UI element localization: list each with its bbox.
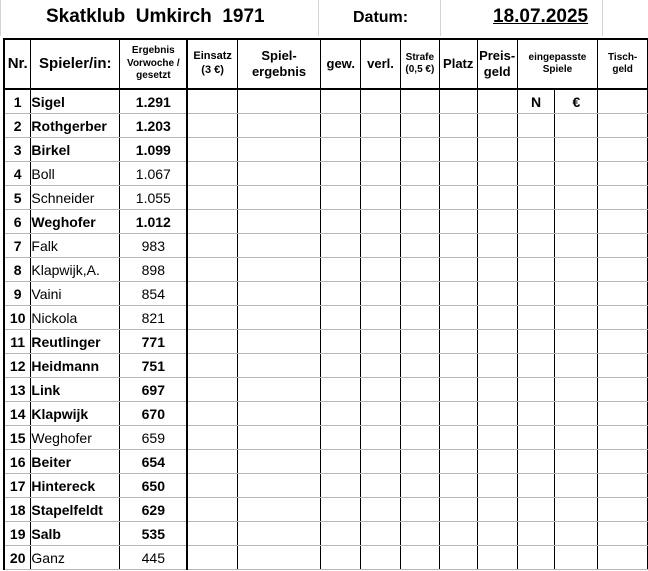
header-row — [4, 39, 648, 89]
row-nr-cell[interactable]: 16 — [4, 450, 31, 474]
tischgeld-cell[interactable] — [598, 234, 648, 258]
spielergebnis-cell[interactable] — [237, 234, 321, 258]
tischgeld-cell[interactable] — [598, 378, 648, 402]
player-name-cell[interactable]: Rothgerber — [31, 114, 120, 138]
table-row — [4, 186, 648, 210]
tischgeld-cell[interactable] — [598, 402, 648, 426]
ergebnis-cell[interactable]: 670 — [120, 402, 188, 426]
col-tischgeld-header[interactable]: Tisch- geld — [598, 39, 648, 89]
row-nr-cell[interactable]: 18 — [4, 498, 31, 522]
strafe-cell[interactable] — [400, 186, 439, 210]
eingepasst-euro-cell[interactable] — [555, 426, 598, 450]
verl-cell[interactable] — [361, 354, 401, 378]
strafe-cell[interactable] — [400, 354, 439, 378]
row-nr-cell[interactable]: 9 — [4, 282, 31, 306]
verl-cell[interactable] — [361, 378, 401, 402]
platz-cell[interactable] — [439, 378, 477, 402]
gew-cell[interactable] — [321, 89, 361, 114]
eingepasst-euro-cell[interactable] — [555, 450, 598, 474]
player-name-cell[interactable]: Link — [31, 378, 120, 402]
verl-cell[interactable] — [361, 522, 401, 546]
row-nr-cell[interactable]: 12 — [4, 354, 31, 378]
spielergebnis-cell[interactable] — [237, 402, 321, 426]
gew-cell[interactable] — [321, 522, 361, 546]
platz-cell[interactable] — [439, 282, 477, 306]
col-ergebnis-header[interactable]: Ergebnis Vorwoche / gesetzt — [120, 39, 188, 89]
eingepasst-n-cell[interactable] — [517, 210, 555, 234]
gew-cell[interactable] — [321, 186, 361, 210]
eingepasst-n-cell[interactable] — [517, 330, 555, 354]
strafe-cell[interactable] — [400, 234, 439, 258]
table-row — [4, 306, 648, 330]
verl-cell[interactable] — [361, 546, 401, 570]
einsatz-cell[interactable] — [187, 354, 237, 378]
platz-cell[interactable] — [439, 426, 477, 450]
col-verl-header[interactable]: verl. — [361, 39, 401, 89]
spielergebnis-cell[interactable] — [237, 282, 321, 306]
preisgeld-cell[interactable] — [477, 402, 517, 426]
col-nr-header[interactable]: Nr. — [4, 39, 31, 89]
gew-cell[interactable] — [321, 258, 361, 282]
title-bar — [0, 0, 648, 36]
player-name-cell[interactable]: Falk — [31, 234, 120, 258]
eingepasst-euro-cell[interactable] — [555, 306, 598, 330]
tischgeld-cell[interactable] — [598, 426, 648, 450]
eingepasst-euro-cell[interactable] — [555, 402, 598, 426]
eingepasst-euro-cell[interactable] — [555, 474, 598, 498]
player-name-cell[interactable]: Klapwijk — [31, 402, 120, 426]
verl-cell[interactable] — [361, 450, 401, 474]
ergebnis-cell[interactable]: 771 — [120, 330, 188, 354]
eingepasst-n-cell[interactable] — [517, 546, 555, 570]
eingepasst-n-cell[interactable] — [517, 474, 555, 498]
ergebnis-cell[interactable]: 854 — [120, 282, 188, 306]
einsatz-cell[interactable] — [187, 186, 237, 210]
eingepasst-euro-cell[interactable] — [555, 114, 598, 138]
eingepasst-n-cell[interactable] — [517, 282, 555, 306]
spielergebnis-cell[interactable] — [237, 210, 321, 234]
player-name-cell[interactable]: Nickola — [31, 306, 120, 330]
strafe-cell[interactable] — [400, 402, 439, 426]
preisgeld-cell[interactable] — [477, 522, 517, 546]
player-name-cell[interactable]: Birkel — [31, 138, 120, 162]
spielergebnis-cell[interactable] — [237, 89, 321, 114]
platz-cell[interactable] — [439, 474, 477, 498]
verl-cell[interactable] — [361, 210, 401, 234]
eingepasst-euro-cell[interactable] — [555, 234, 598, 258]
eingepasst-euro-cell[interactable] — [555, 210, 598, 234]
gew-cell[interactable] — [321, 234, 361, 258]
tischgeld-cell[interactable] — [598, 546, 648, 570]
eingepasst-euro-cell[interactable] — [555, 378, 598, 402]
strafe-cell[interactable] — [400, 282, 439, 306]
eingepasst-n-cell[interactable] — [517, 138, 555, 162]
table-row — [4, 402, 648, 426]
eingepasst-euro-cell[interactable] — [555, 138, 598, 162]
preisgeld-cell[interactable] — [477, 498, 517, 522]
ergebnis-cell[interactable]: 1.099 — [120, 138, 188, 162]
gew-cell[interactable] — [321, 162, 361, 186]
eingepasst-n-cell[interactable] — [517, 450, 555, 474]
col-platz-header[interactable]: Platz — [439, 39, 477, 89]
table-row — [4, 378, 648, 402]
tischgeld-cell[interactable] — [598, 450, 648, 474]
platz-cell[interactable] — [439, 330, 477, 354]
table-row — [4, 162, 648, 186]
preisgeld-cell[interactable] — [477, 258, 517, 282]
platz-cell[interactable] — [439, 354, 477, 378]
eingepasst-euro-cell[interactable] — [555, 258, 598, 282]
table-row — [4, 426, 648, 450]
verl-cell[interactable] — [361, 474, 401, 498]
col-einsatz-header[interactable]: Einsatz (3 €) — [187, 39, 237, 89]
einsatz-cell[interactable] — [187, 426, 237, 450]
einsatz-cell[interactable] — [187, 162, 237, 186]
einsatz-cell[interactable] — [187, 546, 237, 570]
gew-cell[interactable] — [321, 498, 361, 522]
spielergebnis-cell[interactable] — [237, 162, 321, 186]
verl-cell[interactable] — [361, 114, 401, 138]
strafe-cell[interactable] — [400, 89, 439, 114]
eingepasst-euro-cell[interactable] — [555, 498, 598, 522]
eingepasst-n-cell[interactable] — [517, 306, 555, 330]
verl-cell[interactable] — [361, 330, 401, 354]
spielergebnis-cell[interactable] — [237, 474, 321, 498]
eingepasst-n-cell[interactable] — [517, 234, 555, 258]
einsatz-cell[interactable] — [187, 402, 237, 426]
ergebnis-cell[interactable]: 535 — [120, 522, 188, 546]
verl-cell[interactable] — [361, 162, 401, 186]
table-row — [4, 546, 648, 570]
einsatz-cell[interactable] — [187, 498, 237, 522]
col-strafe-header[interactable]: Strafe (0,5 €) — [400, 39, 439, 89]
verl-cell[interactable] — [361, 258, 401, 282]
eingepasst-euro-label[interactable]: € — [555, 89, 598, 114]
strafe-cell[interactable] — [400, 138, 439, 162]
preisgeld-cell[interactable] — [477, 354, 517, 378]
spielergebnis-cell[interactable] — [237, 354, 321, 378]
spielergebnis-cell[interactable] — [237, 306, 321, 330]
spielergebnis-cell[interactable] — [237, 546, 321, 570]
preisgeld-cell[interactable] — [477, 234, 517, 258]
strafe-cell[interactable] — [400, 330, 439, 354]
eingepasst-euro-cell[interactable] — [555, 330, 598, 354]
verl-cell[interactable] — [361, 186, 401, 210]
platz-cell[interactable] — [439, 186, 477, 210]
gew-cell[interactable] — [321, 402, 361, 426]
einsatz-cell[interactable] — [187, 258, 237, 282]
strafe-cell[interactable] — [400, 450, 439, 474]
ergebnis-cell[interactable]: 1.291 — [120, 89, 188, 114]
table-row — [4, 258, 648, 282]
preisgeld-cell[interactable] — [477, 138, 517, 162]
gew-cell[interactable] — [321, 138, 361, 162]
score-table — [3, 38, 648, 570]
spielergebnis-cell[interactable] — [237, 426, 321, 450]
table-row — [4, 522, 648, 546]
datum-value[interactable]: 18.07.2025 — [493, 6, 589, 27]
row-nr-cell[interactable]: 19 — [4, 522, 31, 546]
tischgeld-cell[interactable] — [598, 498, 648, 522]
player-name-cell[interactable]: Hintereck — [31, 474, 120, 498]
ergebnis-cell[interactable]: 445 — [120, 546, 188, 570]
eingepasst-n-cell[interactable] — [517, 402, 555, 426]
preisgeld-cell[interactable] — [477, 474, 517, 498]
table-row — [4, 138, 648, 162]
player-name-cell[interactable]: Weghofer — [31, 426, 120, 450]
row-nr-cell[interactable]: 14 — [4, 402, 31, 426]
strafe-cell[interactable] — [400, 306, 439, 330]
verl-cell[interactable] — [361, 138, 401, 162]
eingepasst-euro-cell[interactable] — [555, 162, 598, 186]
row-nr-cell[interactable]: 10 — [4, 306, 31, 330]
strafe-cell[interactable] — [400, 162, 439, 186]
eingepasst-n-cell[interactable] — [517, 378, 555, 402]
ergebnis-cell[interactable]: 629 — [120, 498, 188, 522]
gew-cell[interactable] — [321, 474, 361, 498]
tischgeld-cell[interactable] — [598, 474, 648, 498]
platz-cell[interactable] — [439, 210, 477, 234]
table-row — [4, 354, 648, 378]
eingepasst-euro-cell[interactable] — [555, 522, 598, 546]
gew-cell[interactable] — [321, 210, 361, 234]
platz-cell[interactable] — [439, 258, 477, 282]
gew-cell[interactable] — [321, 354, 361, 378]
strafe-cell[interactable] — [400, 210, 439, 234]
einsatz-cell[interactable] — [187, 330, 237, 354]
spielergebnis-cell[interactable] — [237, 378, 321, 402]
preisgeld-cell[interactable] — [477, 546, 517, 570]
preisgeld-cell[interactable] — [477, 378, 517, 402]
col-preisgeld-header[interactable]: Preis- geld — [477, 39, 517, 89]
ergebnis-cell[interactable]: 654 — [120, 450, 188, 474]
gew-cell[interactable] — [321, 282, 361, 306]
strafe-cell[interactable] — [400, 258, 439, 282]
gew-cell[interactable] — [321, 426, 361, 450]
eingepasst-n-label[interactable]: N — [517, 89, 555, 114]
row-nr-cell[interactable]: 13 — [4, 378, 31, 402]
preisgeld-cell[interactable] — [477, 162, 517, 186]
ergebnis-cell[interactable]: 697 — [120, 378, 188, 402]
table-row — [4, 474, 648, 498]
tischgeld-cell[interactable] — [598, 114, 648, 138]
table-row — [4, 450, 648, 474]
table-row — [4, 210, 648, 234]
verl-cell[interactable] — [361, 402, 401, 426]
tischgeld-cell[interactable] — [598, 306, 648, 330]
player-name-cell[interactable]: Vaini — [31, 282, 120, 306]
preisgeld-cell[interactable] — [477, 330, 517, 354]
gew-cell[interactable] — [321, 330, 361, 354]
eingepasst-n-cell[interactable] — [517, 354, 555, 378]
platz-cell[interactable] — [439, 402, 477, 426]
preisgeld-cell[interactable] — [477, 282, 517, 306]
verl-cell[interactable] — [361, 234, 401, 258]
tischgeld-cell[interactable] — [598, 522, 648, 546]
verl-cell[interactable] — [361, 498, 401, 522]
table-row — [4, 89, 648, 114]
eingepasst-n-cell[interactable] — [517, 114, 555, 138]
ergebnis-cell[interactable]: 659 — [120, 426, 188, 450]
platz-cell[interactable] — [439, 138, 477, 162]
row-nr-cell[interactable]: 15 — [4, 426, 31, 450]
platz-cell[interactable] — [439, 498, 477, 522]
spielergebnis-cell[interactable] — [237, 114, 321, 138]
preisgeld-cell[interactable] — [477, 186, 517, 210]
preisgeld-cell[interactable] — [477, 306, 517, 330]
gew-cell[interactable] — [321, 450, 361, 474]
platz-cell[interactable] — [439, 522, 477, 546]
row-nr-cell[interactable]: 7 — [4, 234, 31, 258]
spielergebnis-cell[interactable] — [237, 498, 321, 522]
row-nr-cell[interactable]: 1 — [4, 89, 31, 114]
player-name-cell[interactable]: Heidmann — [31, 354, 120, 378]
gew-cell[interactable] — [321, 114, 361, 138]
eingepasst-n-cell[interactable] — [517, 162, 555, 186]
platz-cell[interactable] — [439, 450, 477, 474]
platz-cell[interactable] — [439, 546, 477, 570]
tischgeld-cell[interactable] — [598, 354, 648, 378]
player-name-cell[interactable]: Boll — [31, 162, 120, 186]
preisgeld-cell[interactable] — [477, 114, 517, 138]
einsatz-cell[interactable] — [187, 234, 237, 258]
col-gew-header[interactable]: gew. — [321, 39, 361, 89]
player-name-cell[interactable]: Schneider — [31, 186, 120, 210]
player-name-cell[interactable]: Sigel — [31, 89, 120, 114]
table-row — [4, 282, 648, 306]
eingepasst-n-cell[interactable] — [517, 522, 555, 546]
tischgeld-cell[interactable] — [598, 186, 648, 210]
row-nr-cell[interactable]: 17 — [4, 474, 31, 498]
row-nr-cell[interactable]: 4 — [4, 162, 31, 186]
row-nr-cell[interactable]: 5 — [4, 186, 31, 210]
tischgeld-cell[interactable] — [598, 162, 648, 186]
table-row — [4, 330, 648, 354]
ergebnis-cell[interactable]: 1.067 — [120, 162, 188, 186]
tischgeld-cell[interactable] — [598, 282, 648, 306]
spielergebnis-cell[interactable] — [237, 522, 321, 546]
verl-cell[interactable] — [361, 282, 401, 306]
ergebnis-cell[interactable]: 650 — [120, 474, 188, 498]
player-name-cell[interactable]: Beiter — [31, 450, 120, 474]
eingepasst-euro-cell[interactable] — [555, 186, 598, 210]
strafe-cell[interactable] — [400, 378, 439, 402]
player-rows — [4, 89, 648, 570]
eingepasst-n-cell[interactable] — [517, 426, 555, 450]
tischgeld-cell[interactable] — [598, 138, 648, 162]
platz-cell[interactable] — [439, 89, 477, 114]
table-row — [4, 114, 648, 138]
gew-cell[interactable] — [321, 306, 361, 330]
strafe-cell[interactable] — [400, 474, 439, 498]
player-name-cell[interactable]: Weghofer — [31, 210, 120, 234]
table-row — [4, 234, 648, 258]
ergebnis-cell[interactable]: 1.055 — [120, 186, 188, 210]
gew-cell[interactable] — [321, 378, 361, 402]
ergebnis-cell[interactable]: 1.203 — [120, 114, 188, 138]
player-name-cell[interactable]: Reutlinger — [31, 330, 120, 354]
einsatz-cell[interactable] — [187, 378, 237, 402]
eingepasst-n-cell[interactable] — [517, 186, 555, 210]
eingepasst-n-cell[interactable] — [517, 498, 555, 522]
preisgeld-cell[interactable] — [477, 210, 517, 234]
tischgeld-cell[interactable] — [598, 210, 648, 234]
col-spielergebnis-header[interactable]: Spiel- ergebnis — [237, 39, 321, 89]
row-nr-cell[interactable]: 11 — [4, 330, 31, 354]
ergebnis-cell[interactable]: 821 — [120, 306, 188, 330]
tischgeld-cell[interactable] — [598, 330, 648, 354]
tischgeld-cell[interactable] — [598, 258, 648, 282]
einsatz-cell[interactable] — [187, 89, 237, 114]
row-nr-cell[interactable]: 8 — [4, 258, 31, 282]
strafe-cell[interactable] — [400, 546, 439, 570]
row-nr-cell[interactable]: 6 — [4, 210, 31, 234]
spielergebnis-cell[interactable] — [237, 330, 321, 354]
ergebnis-cell[interactable]: 751 — [120, 354, 188, 378]
platz-cell[interactable] — [439, 306, 477, 330]
ergebnis-cell[interactable]: 1.012 — [120, 210, 188, 234]
row-nr-cell[interactable]: 20 — [4, 546, 31, 570]
strafe-cell[interactable] — [400, 114, 439, 138]
preisgeld-cell[interactable] — [477, 426, 517, 450]
einsatz-cell[interactable] — [187, 450, 237, 474]
col-spieler-header[interactable]: Spieler/in: — [31, 39, 120, 89]
einsatz-cell[interactable] — [187, 306, 237, 330]
eingepasst-euro-cell[interactable] — [555, 546, 598, 570]
einsatz-cell[interactable] — [187, 138, 237, 162]
platz-cell[interactable] — [439, 162, 477, 186]
strafe-cell[interactable] — [400, 426, 439, 450]
preisgeld-cell[interactable] — [477, 89, 517, 114]
ergebnis-cell[interactable]: 983 — [120, 234, 188, 258]
preisgeld-cell[interactable] — [477, 450, 517, 474]
verl-cell[interactable] — [361, 306, 401, 330]
spielergebnis-cell[interactable] — [237, 138, 321, 162]
spielergebnis-cell[interactable] — [237, 186, 321, 210]
col-eingepasste-header[interactable]: eingepasste Spiele — [517, 39, 598, 89]
einsatz-cell[interactable] — [187, 282, 237, 306]
verl-cell[interactable] — [361, 426, 401, 450]
eingepasst-euro-cell[interactable] — [555, 354, 598, 378]
player-name-cell[interactable]: Salb — [31, 522, 120, 546]
table-row — [4, 498, 648, 522]
player-name-cell[interactable]: Stapelfeldt — [31, 498, 120, 522]
eingepasst-n-cell[interactable] — [517, 258, 555, 282]
platz-cell[interactable] — [439, 234, 477, 258]
spielergebnis-cell[interactable] — [237, 258, 321, 282]
tischgeld-cell[interactable] — [598, 89, 648, 114]
ergebnis-cell[interactable]: 898 — [120, 258, 188, 282]
row-nr-cell[interactable]: 2 — [4, 114, 31, 138]
row-nr-cell[interactable]: 3 — [4, 138, 31, 162]
einsatz-cell[interactable] — [187, 474, 237, 498]
datum-label[interactable]: Datum: — [353, 9, 409, 26]
player-name-cell[interactable]: Klapwijk,A. — [31, 258, 120, 282]
eingepasst-euro-cell[interactable] — [555, 282, 598, 306]
platz-cell[interactable] — [439, 114, 477, 138]
spielergebnis-cell[interactable] — [237, 450, 321, 474]
strafe-cell[interactable] — [400, 522, 439, 546]
verl-cell[interactable] — [361, 89, 401, 114]
gew-cell[interactable] — [321, 546, 361, 570]
einsatz-cell[interactable] — [187, 114, 237, 138]
strafe-cell[interactable] — [400, 498, 439, 522]
einsatz-cell[interactable] — [187, 210, 237, 234]
club-title[interactable]: Skatklub Umkirch 1971 — [46, 6, 265, 27]
player-name-cell[interactable]: Ganz — [31, 546, 120, 570]
einsatz-cell[interactable] — [187, 522, 237, 546]
